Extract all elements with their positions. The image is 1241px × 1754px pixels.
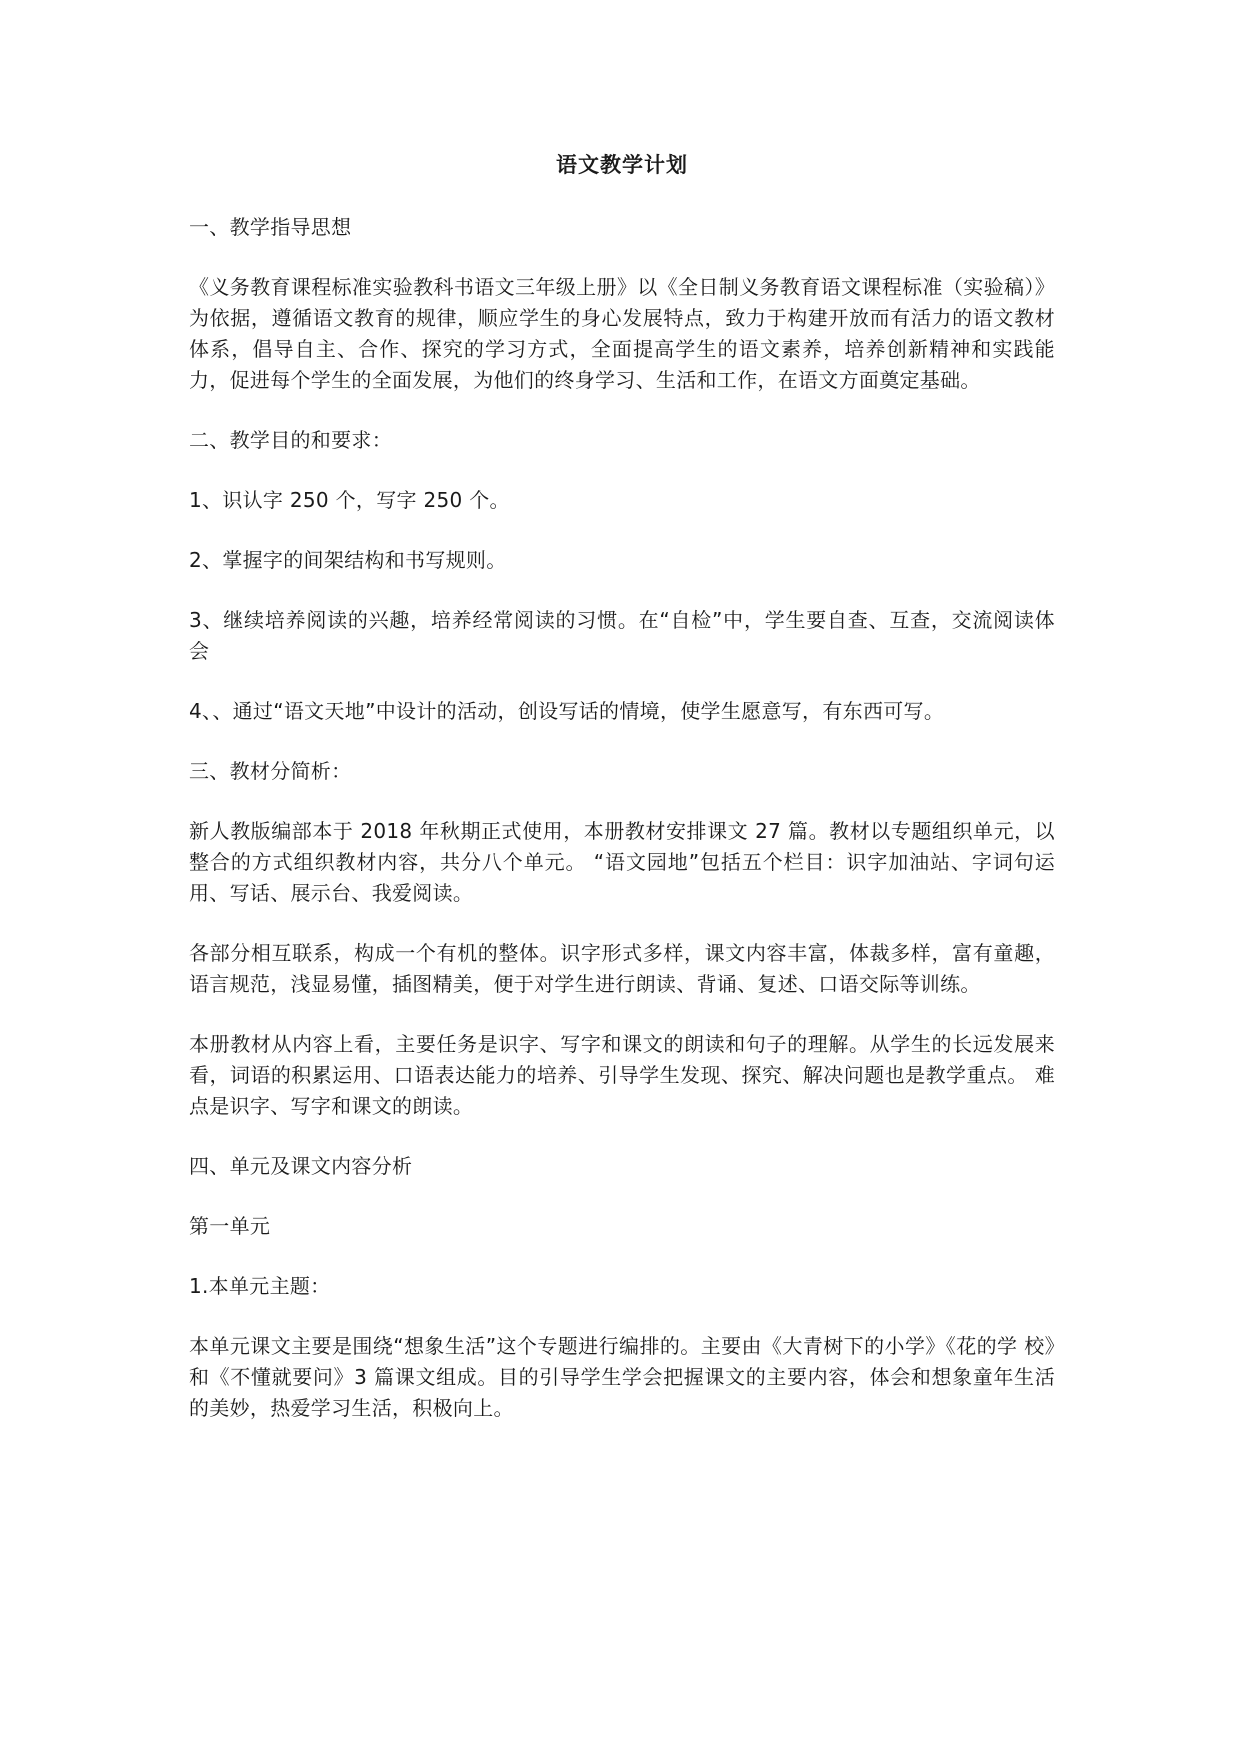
goal-item-2: 2、掌握字的间架结构和书写规则。: [189, 548, 507, 572]
unit-one-heading: 第一单元: [189, 1214, 271, 1238]
unit-theme-paragraph: 本单元课文主要是围绕“想象生活”这个专题进行编排的。主要由《大青树下的小学》《花的学 校》和《不懂就要问》3 篇课文组成。目的引导学生学会把握课文的主要内容，体会和想象童年生活的美妙，热爱学习生活，积极向上。: [189, 1334, 1055, 1420]
document-title: 语文教学计划: [556, 153, 688, 177]
textbook-analysis-paragraph-1: 新人教版编部本于 2018 年秋期正式使用，本册教材安排课文 27 篇。教材以专题组织单元，以整合的方式组织教材内容，共分八个单元。 “语文园地”包括五个栏目：识字加油站、字词句运用、写话、展示台、我爱阅读。: [189, 819, 1055, 905]
document-content: [189, 150, 1055, 1453]
guiding-ideology-paragraph: 《义务教育课程标准实验教科书语文三年级上册》以《全日制义务教育语文课程标准（实验稿）》为依据，遵循语文教育的规律，顺应学生的身心发展特点，致力于构建开放而有活力的语文教材体系，倡导自主、合作、探究的学习方式，全面提高学生的语文素养，培养创新精神和实践能力，促进每个学生的全面发展，为他们的终身学习、生活和工作，在语文方面奠定基础。: [189, 275, 1055, 392]
section-heading-3: 三、教材分简析：: [189, 759, 352, 783]
section-heading-1: 一、教学指导思想: [189, 215, 352, 239]
unit-theme-heading: 1.本单元主题：: [189, 1274, 331, 1298]
goal-item-1: 1、识认字 250 个，写字 250 个。: [189, 488, 510, 512]
goal-item-3: 3、继续培养阅读的兴趣，培养经常阅读的习惯。在“自检”中，学生要自查、互查，交流阅读体会: [189, 608, 1055, 663]
section-heading-4: 四、单元及课文内容分析: [189, 1154, 413, 1178]
goal-item-4: 4、、通过“语文天地”中设计的活动，创设写话的情境，使学生愿意写，有东西可写。: [189, 699, 945, 723]
section-heading-2: 二、教学目的和要求：: [189, 428, 392, 452]
textbook-analysis-paragraph-2: 各部分相互联系，构成一个有机的整体。识字形式多样，课文内容丰富，体裁多样，富有童趣，语言规范，浅显易懂，插图精美，便于对学生进行朗读、背诵、复述、口语交际等训练。: [189, 941, 1055, 996]
textbook-analysis-paragraph-3: 本册教材从内容上看，主要任务是识字、写字和课文的朗读和句子的理解。从学生的长远发展来看，词语的积累运用、口语表达能力的培养、引导学生发现、探究、解决问题也是教学重点。 难点是识字、写字和课文的朗读。: [189, 1032, 1055, 1118]
